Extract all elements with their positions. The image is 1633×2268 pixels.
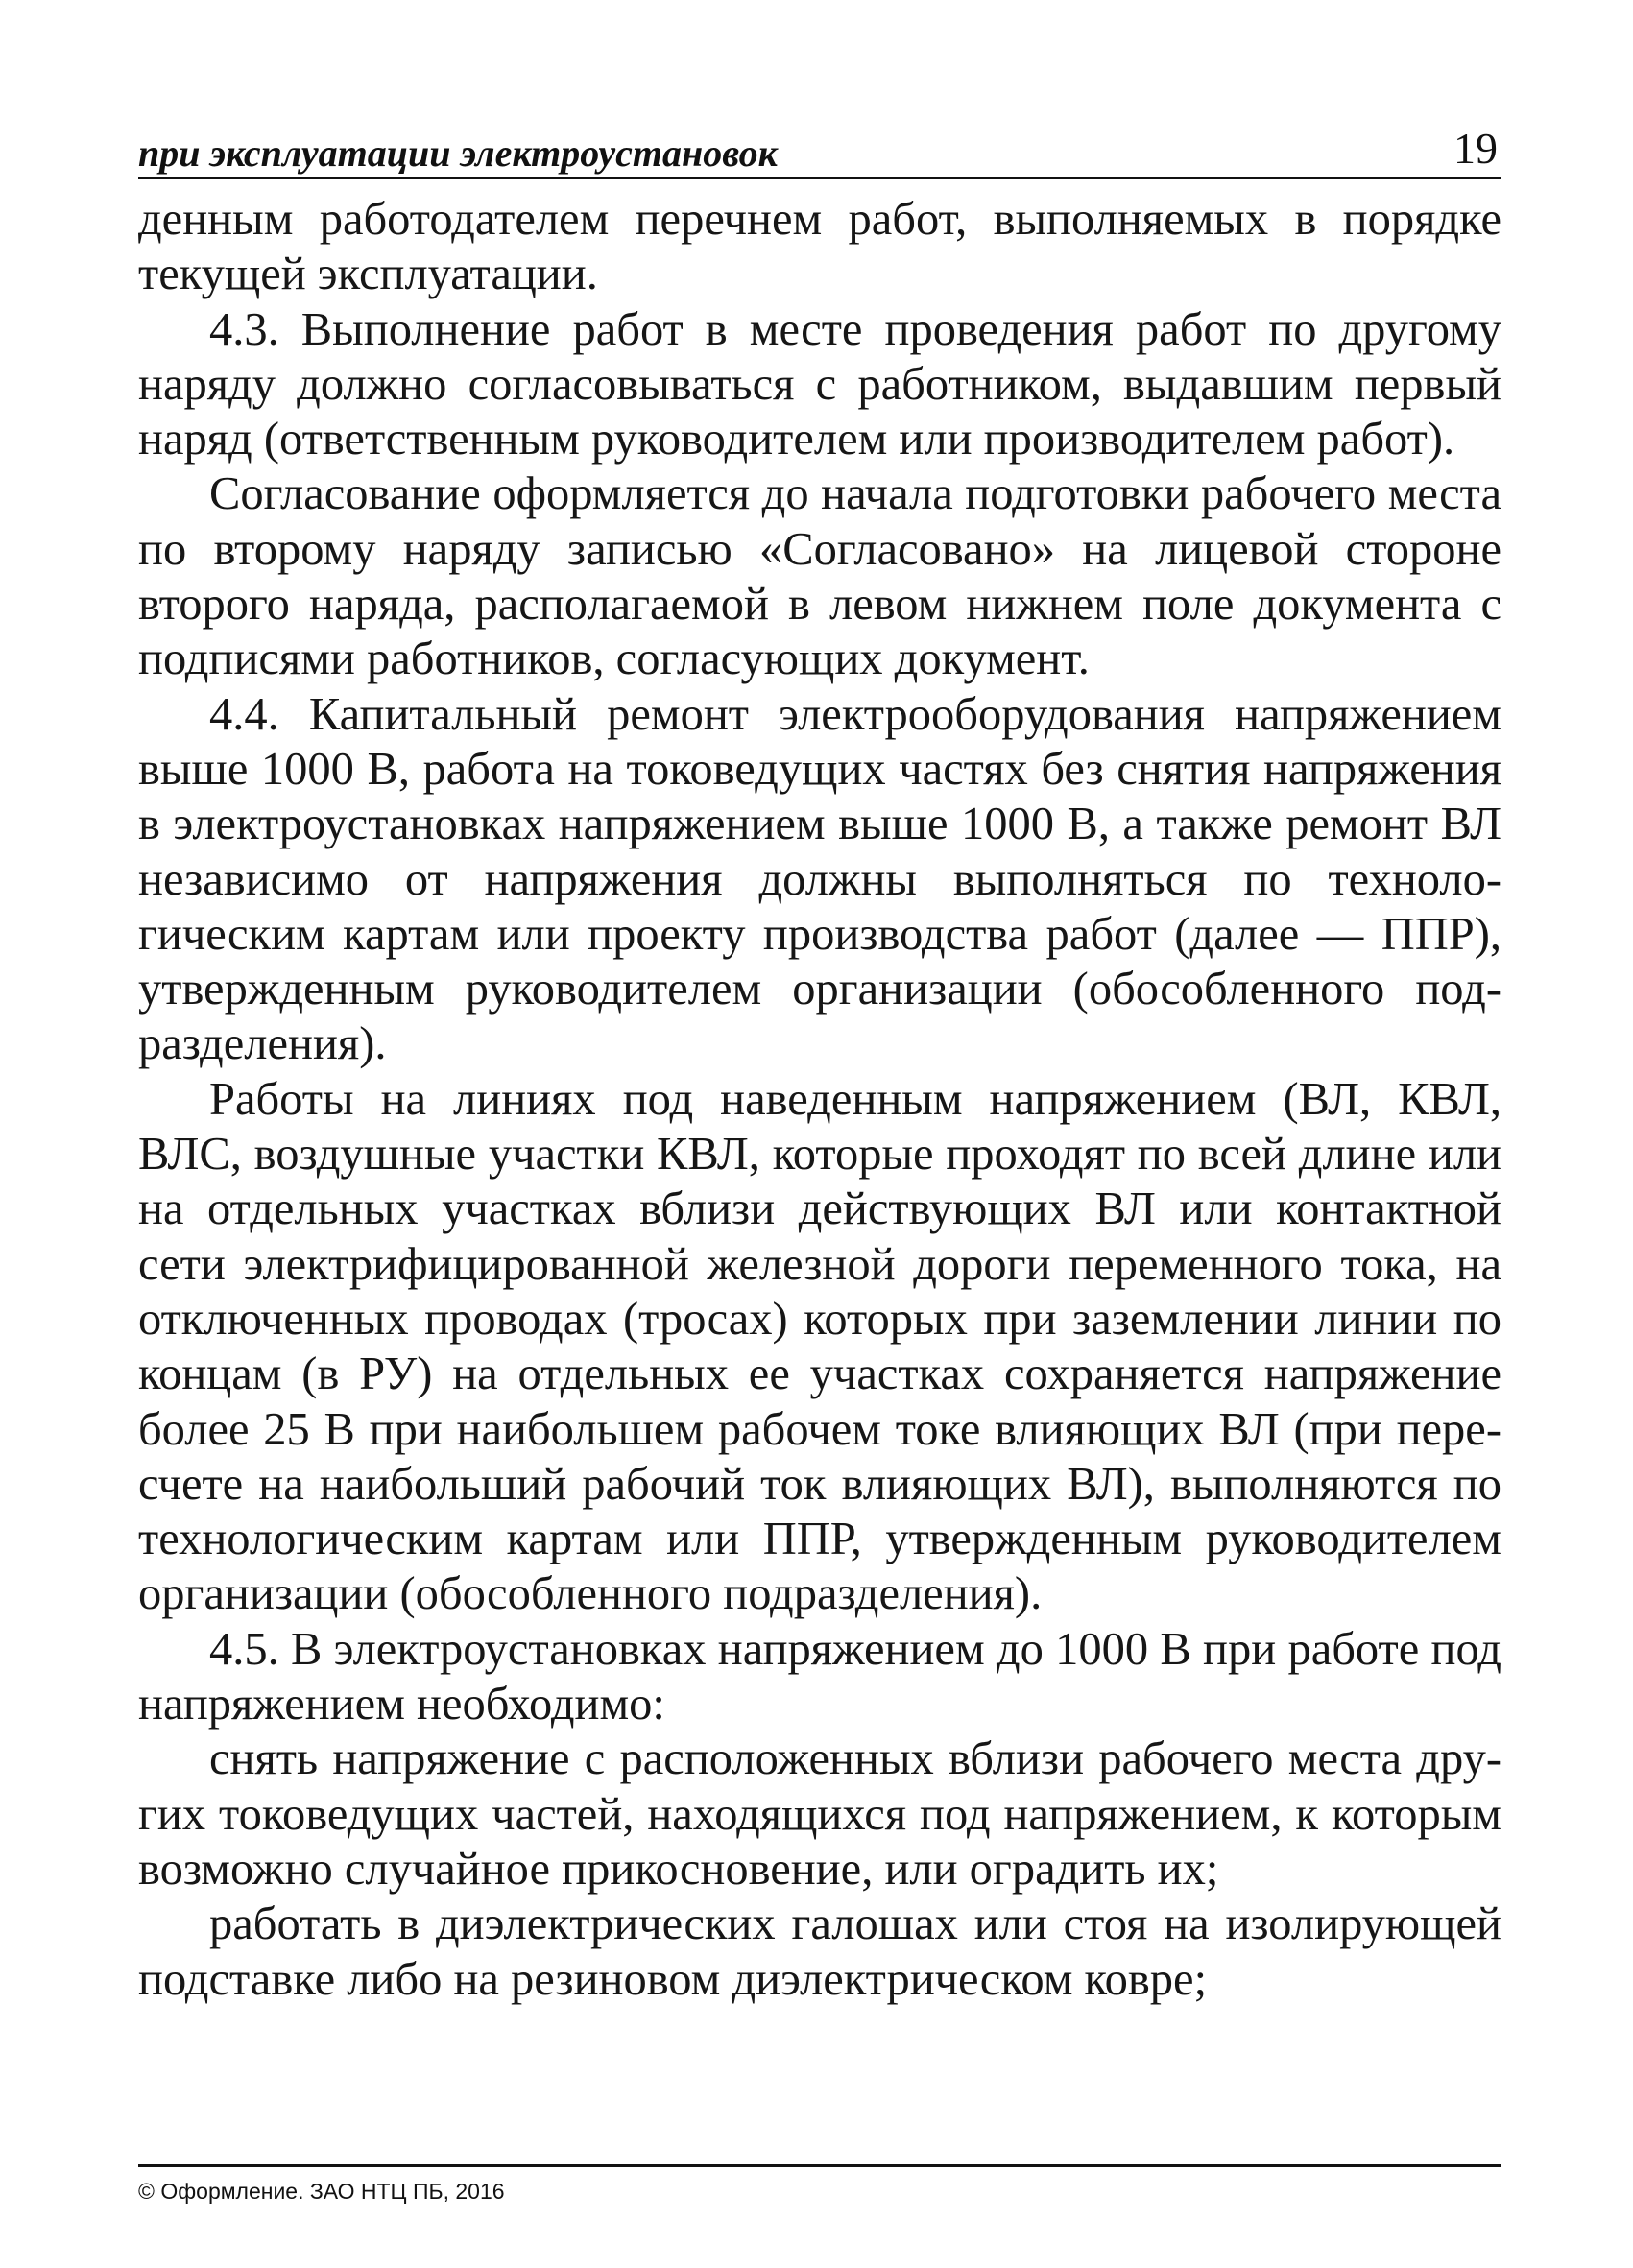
running-header-title: при эксплуатации электроустановок: [138, 131, 778, 175]
paragraph-4-5: 4.5. В электроустановках напряжением до 1000 В при работе под напряжением необходимо:: [138, 1623, 1501, 1731]
page-number: 19: [1453, 124, 1498, 173]
list-item-dielectric: работать в диэлектрических галошах или стоя на изолирующей подставке либо на резиновом диэлектрическом ковре;: [138, 1898, 1501, 2005]
footer-rule: [138, 2164, 1501, 2167]
header-rule: [138, 177, 1501, 179]
paragraph-agreement: Согласование оформляется до начала подготовки рабочего места по второму наряду записью «Согласовано» на лицевой стороне второго наряда, располагаемой в левом нижнем поле документа с подписями работников, согласующих документ.: [138, 468, 1501, 685]
paragraph-4-3: 4.3. Выполнение работ в месте проведения работ по другому наряду должно согласовываться с работником, выдавшим первый наряд (ответственным руководителем или производителем работ).: [138, 303, 1501, 466]
paragraph-4-4: 4.4. Капитальный ремонт электрооборудования напряжением выше 1000 В, работа на токоведущих частях без снятия напряжения в электроустановках напряжением выше 1000 В, а также ремонт ВЛ независимо от напряжения должны выполняться по технологическим картам или проекту производства работ (далее — ППР), утвержденным руководителем организации (обособленного подразделения).: [138, 688, 1501, 1070]
paragraph-induced-voltage: Работы на линиях под наведенным напряжением (ВЛ, КВЛ, ВЛС, воздушные участки КВЛ, которые проходят по всей длине или на отдельных участках вблизи действующих ВЛ или контактной сети электрифицированной железной дороги переменного тока, на отключенных проводах (тросах) которых при заземлении линии по концам (в РУ) на отдельных ее участках сохраняется напряжение более 25 В при наибольшем рабочем токе влияющих ВЛ (при пересчете на наибольший рабочий ток влияющих ВЛ), выполняются по технологическим картам или ППР, утвержденным руководителем организации (обособленного подразделения).: [138, 1073, 1501, 1620]
footer-copyright: © Оформление. ЗАО НТЦ ПБ, 2016: [138, 2179, 505, 2204]
paragraph-continuation: денным работодателем перечнем работ, выполняемых в порядке текущей эксплуатации.: [138, 194, 1501, 300]
running-header: [138, 123, 1501, 173]
body-text: [138, 192, 1501, 2007]
list-item-remove-voltage: снять напряжение с расположенных вблизи рабочего места других токоведущих частей, находящихся под напряжением, к которым возможно случайное прикосновение, или оградить их;: [138, 1733, 1501, 1895]
